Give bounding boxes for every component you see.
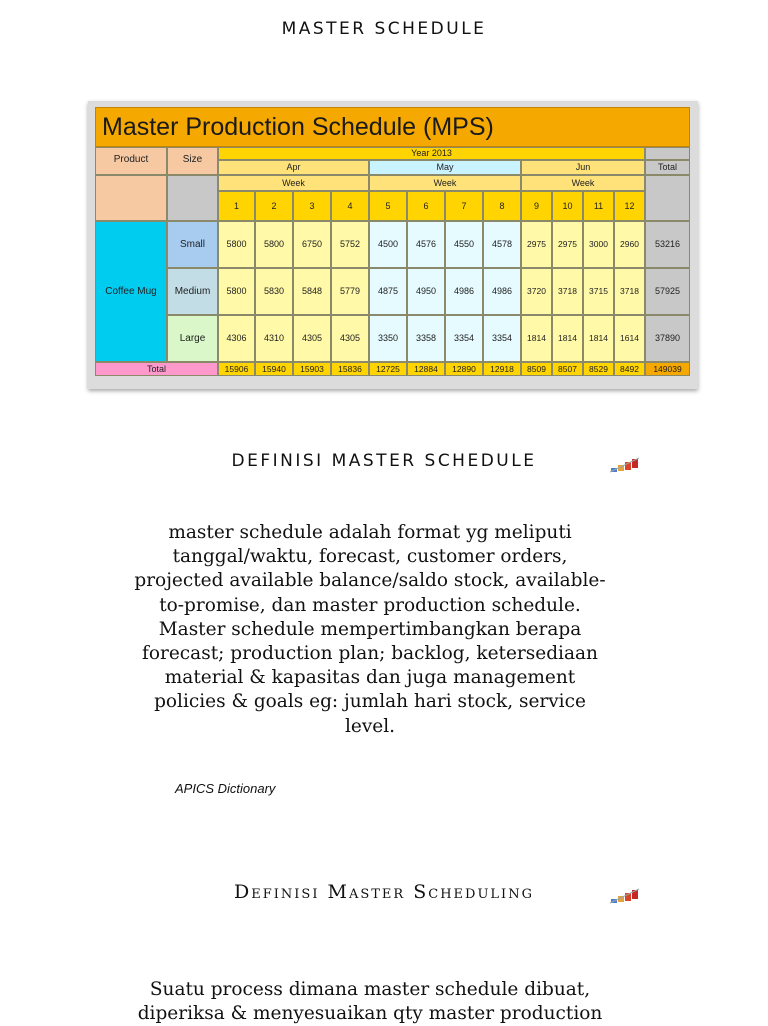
mps-cell: 3350 [369,315,407,362]
section-heading-definisi-master-schedule: DEFINISI MASTER SCHEDULE [231,451,537,471]
mps-cell: 3000 [583,221,614,268]
mps-week-12: 12 [614,191,645,221]
citation: APICS Dictionary [175,781,276,796]
mps-week-11: 11 [583,191,614,221]
mps-cell: 1614 [614,315,645,362]
mps-total-cell: 8509 [521,362,552,376]
mps-totals-label: Total [95,362,218,376]
scheduling-paragraph: Suatu process dimana master schedule dibuat, diperiksa & menyesuaikan qty master production [137,979,603,1025]
mps-total-cell: 8529 [583,362,614,376]
mps-header-total: Total [645,160,690,175]
mps-week-9: 9 [521,191,552,221]
mps-cell: 5800 [218,221,255,268]
section-heading-definisi-master-scheduling: Definisi Master Scheduling [234,881,534,903]
mps-total-cell: 12918 [483,362,521,376]
mps-cell: 4305 [293,315,331,362]
mps-header-product: Product [95,147,167,175]
mps-cell: 5752 [331,221,369,268]
mps-cell: 3720 [521,268,552,315]
mps-size-medium: Medium [167,268,218,315]
mps-cell: 5779 [331,268,369,315]
mps-total-cell: 12725 [369,362,407,376]
mps-row-total: 57925 [645,268,690,315]
mps-total-cell: 15836 [331,362,369,376]
mps-cell: 4986 [483,268,521,315]
mps-cell: 3354 [483,315,521,362]
mps-cell: 3354 [445,315,483,362]
mps-cell: 4875 [369,268,407,315]
page-title: MASTER SCHEDULE [281,19,487,39]
mps-row-total: 53216 [645,221,690,268]
mps-month-may: May [369,160,521,175]
mps-week-8: 8 [483,191,521,221]
mps-table [95,107,690,376]
mps-cell: 5830 [255,268,293,315]
mps-week-7: 7 [445,191,483,221]
mps-cell: 3718 [614,268,645,315]
mps-header-size: Size [167,147,218,175]
mps-title: Master Production Schedule (MPS) [95,107,690,147]
mps-cell: 4500 [369,221,407,268]
mps-total-cell: 8492 [614,362,645,376]
mps-row-total: 37890 [645,315,690,362]
mps-cell: 3358 [407,315,445,362]
mps-cell: 5800 [218,268,255,315]
mps-week-3: 3 [293,191,331,221]
mps-cell: 5800 [255,221,293,268]
mps-size-large: Large [167,315,218,362]
mps-week-label: Week [218,175,369,191]
mps-cell: 4310 [255,315,293,362]
mps-size-small: Small [167,221,218,268]
mps-cell: 3718 [552,268,583,315]
mps-header-blank-size [167,175,218,221]
mps-week-5: 5 [369,191,407,221]
mps-week-2: 2 [255,191,293,221]
mps-header-total-blank [645,147,690,160]
definition-paragraph: master schedule adalah format yg meliputi tanggal/waktu, forecast, customer orders, projected available balance/saldo stock, available-to-promise, dan master production schedule. Master schedule mempertimbangkan berapa forecast; production plan; backlog, ketersediaan material & kapasitas dan juga management policies & goals eg: jumlah hari stock, service level. [134,522,606,737]
mps-total-cell: 15940 [255,362,293,376]
mps-month-apr: Apr [218,160,369,175]
mps-total-cell: 15903 [293,362,331,376]
mps-cell: 4950 [407,268,445,315]
mps-cell: 2975 [521,221,552,268]
mps-cell: 4306 [218,315,255,362]
mps-total-cell: 12890 [445,362,483,376]
mps-week-4: 4 [331,191,369,221]
mps-cell: 4986 [445,268,483,315]
mps-header-blank-product [95,175,167,221]
mps-week-6: 6 [407,191,445,221]
mps-cell: 1814 [552,315,583,362]
chart-arrow-icon [609,887,641,905]
chart-arrow-icon [609,456,641,474]
mps-cell: 4576 [407,221,445,268]
mps-cell: 5848 [293,268,331,315]
mps-week-10: 10 [552,191,583,221]
mps-month-jun: Jun [521,160,645,175]
mps-cell: 2960 [614,221,645,268]
mps-week-1: 1 [218,191,255,221]
mps-total-cell: 12884 [407,362,445,376]
mps-cell: 3715 [583,268,614,315]
mps-cell: 4550 [445,221,483,268]
mps-cell: 1814 [521,315,552,362]
mps-week-label: Week [521,175,645,191]
mps-cell: 6750 [293,221,331,268]
mps-product-coffee-mug: Coffee Mug [95,221,167,362]
mps-grand-total: 149039 [645,362,690,376]
mps-cell: 2975 [552,221,583,268]
mps-header-total-week [645,175,690,221]
mps-cell: 4578 [483,221,521,268]
mps-header-year: Year 2013 [218,147,645,160]
mps-cell: 4305 [331,315,369,362]
mps-total-cell: 8507 [552,362,583,376]
mps-week-label: Week [369,175,521,191]
mps-total-cell: 15906 [218,362,255,376]
mps-cell: 1814 [583,315,614,362]
